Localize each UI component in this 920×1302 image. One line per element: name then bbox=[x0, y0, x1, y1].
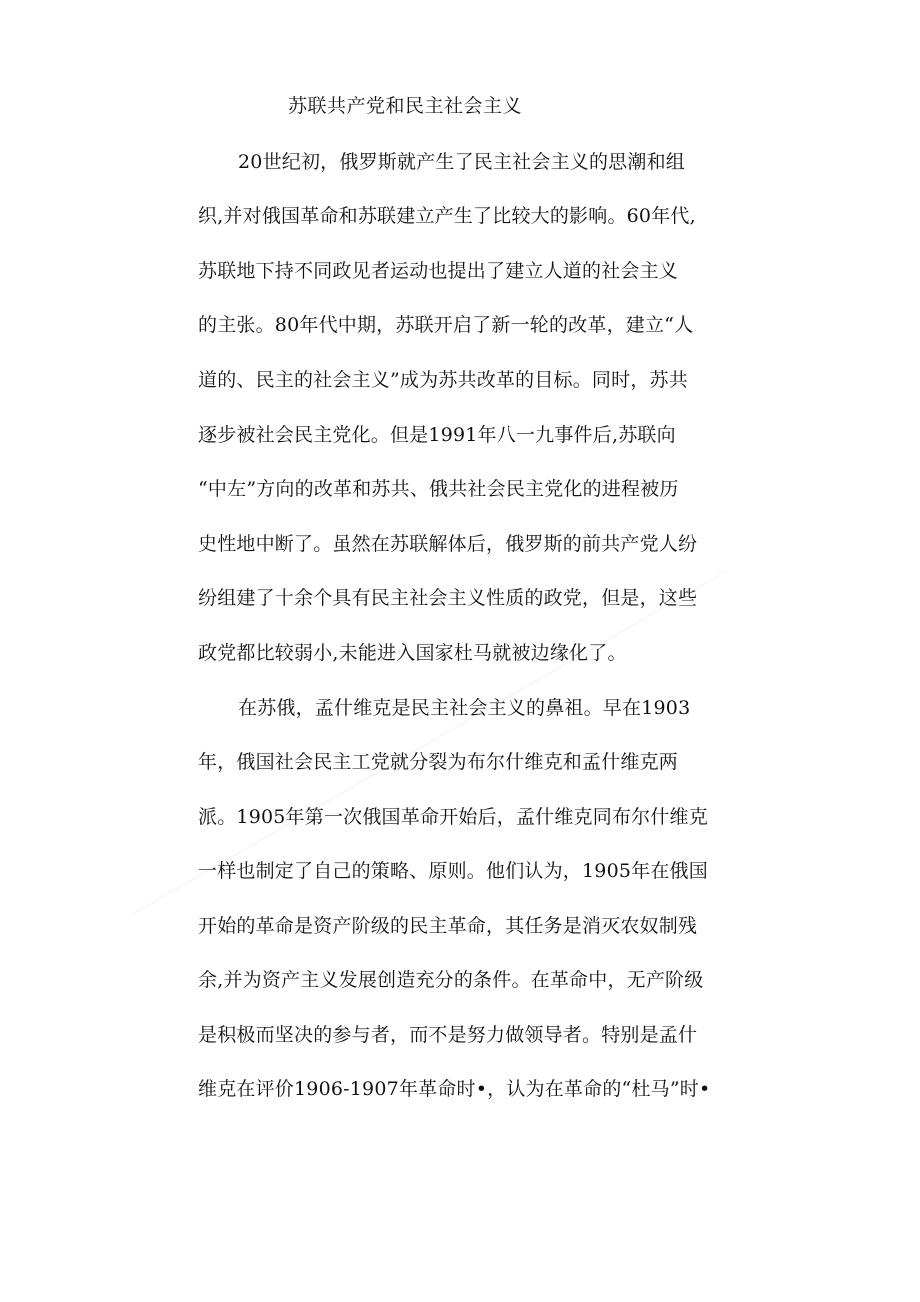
paragraph-1-line-7: “中左”方向的改革和苏共、俄共社会民主党化的进程被历 bbox=[198, 478, 679, 500]
paragraph-2-line-7: 是积极而坚决的参与者，而不是努力做领导者。特别是孟什 bbox=[198, 1024, 698, 1046]
paragraph-1-line-8: 史性地中断了。虽然在苏联解体后，俄罗斯的前共产党人纷 bbox=[198, 533, 698, 555]
paragraph-1-line-4: 的主张。80年代中期，苏联开启了新一轮的改革，建立“人 bbox=[198, 314, 694, 336]
paragraph-1-line-1: 20世纪初，俄罗斯就产生了民主社会主义的思潮和组 bbox=[238, 151, 685, 173]
paragraph-2-line-1: 在苏俄，孟什维克是民主社会主义的鼻祖。早在1903 bbox=[238, 697, 691, 719]
paragraph-1-line-6: 逐步被社会民主党化。但是1991年八一九事件后,苏联向 bbox=[198, 424, 676, 446]
paragraph-1-line-10: 政党都比较弱小,未能进入国家杜马就被边缘化了。 bbox=[198, 642, 627, 664]
document-title: 苏联共产党和民主社会主义 bbox=[288, 95, 523, 117]
paragraph-2-line-6: 余,并为资产主义发展创造充分的条件。在革命中，无产阶级 bbox=[198, 969, 704, 991]
paragraph-2-line-3: 派。1905年第一次俄国革命开始后，孟什维克同布尔什维克 bbox=[198, 806, 708, 828]
paragraph-1-line-2: 织,并对俄国革命和苏联建立产生了比较大的影响。60年代, bbox=[198, 205, 696, 227]
paragraph-2-line-5: 开始的革命是资产阶级的民主革命，其任务是消灭农奴制残 bbox=[198, 915, 698, 937]
paragraph-1-line-5: 道的、民主的社会主义”成为苏共改革的目标。同时，苏共 bbox=[198, 369, 688, 391]
paragraph-1-line-3: 苏联地下持不同政见者运动也提出了建立人道的社会主义 bbox=[198, 260, 679, 282]
paragraph-1-line-9: 纷组建了十余个具有民主社会主义性质的政党，但是，这些 bbox=[198, 587, 698, 609]
paragraph-2-line-4: 一样也制定了自己的策略、原则。他们认为，1905年在俄国 bbox=[198, 860, 708, 882]
paragraph-2-line-8: 维克在评价1906-1907年革命时•，认为在革命的“杜马”时• bbox=[198, 1078, 711, 1100]
paragraph-2-line-2: 年，俄国社会民主工党就分裂为布尔什维克和孟什维克两 bbox=[198, 751, 679, 773]
